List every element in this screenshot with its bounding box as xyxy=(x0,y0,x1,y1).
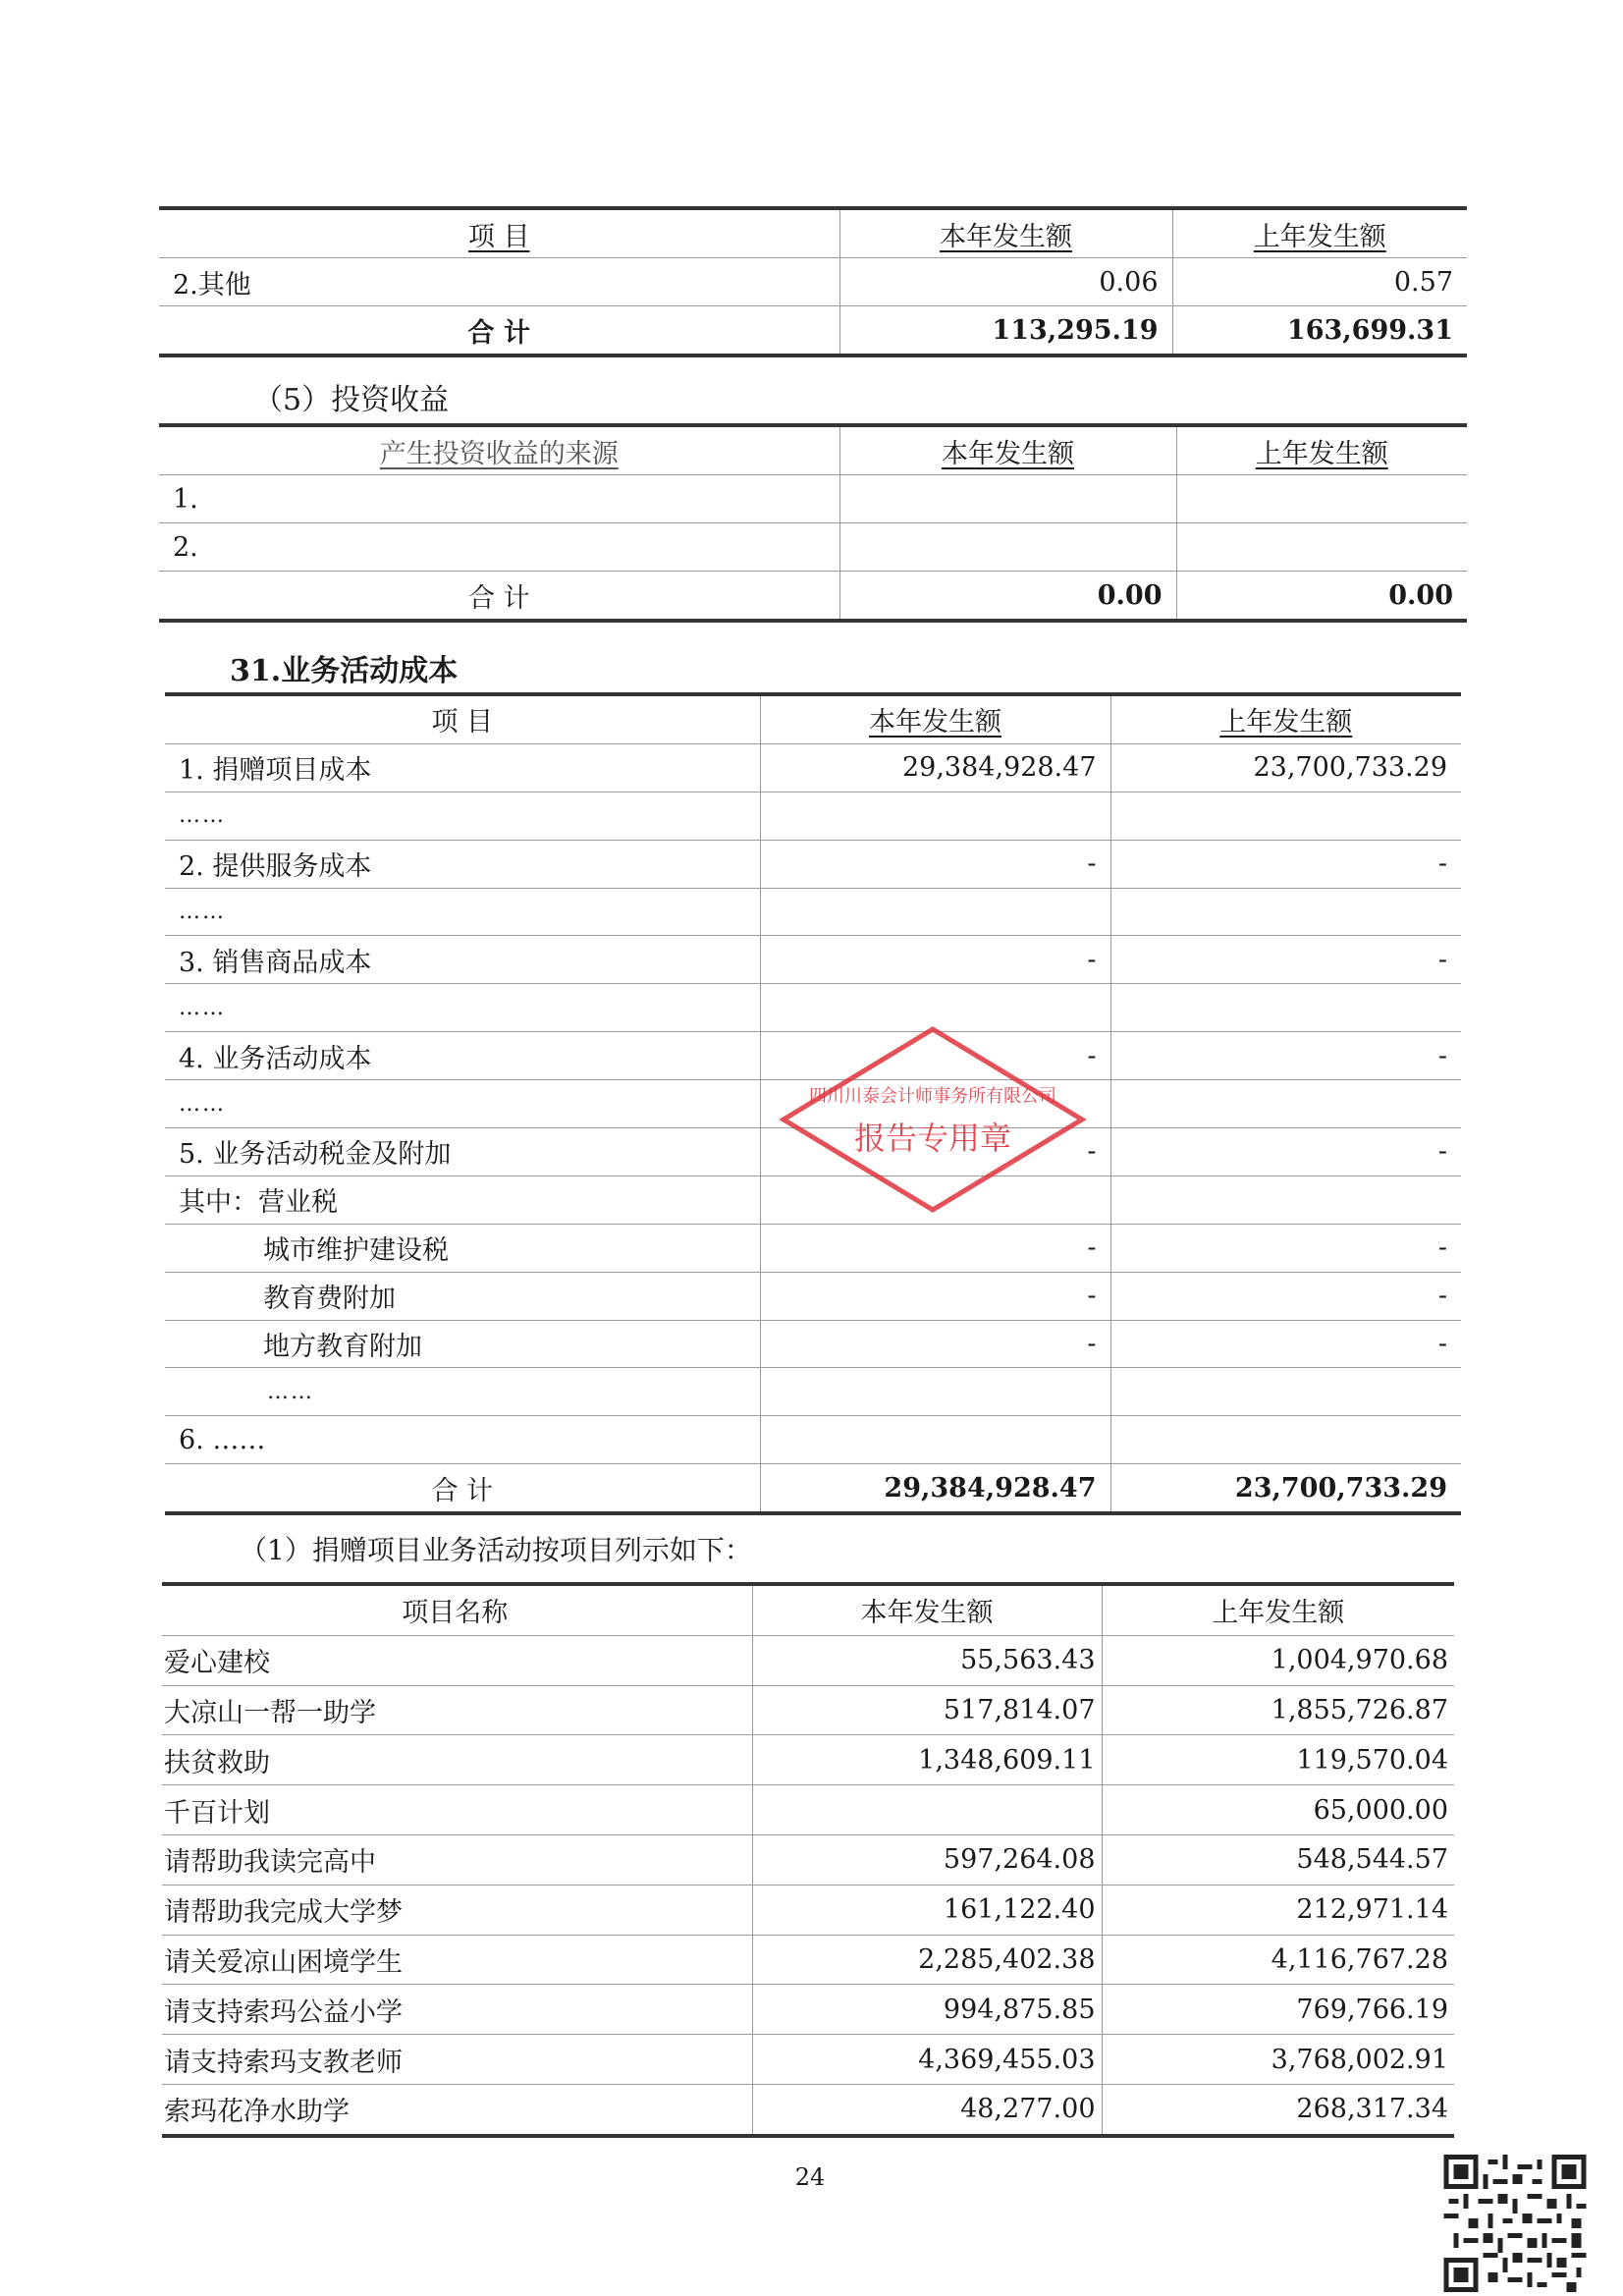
project-prior: 4,116,767.28 xyxy=(1102,1935,1454,1985)
row-prior xyxy=(1110,792,1461,840)
table-row xyxy=(162,1785,1454,1835)
row-prior: - xyxy=(1110,840,1461,888)
table-header-row xyxy=(165,694,1461,743)
project-current: 4,369,455.03 xyxy=(752,2035,1102,2085)
other-income-table xyxy=(159,206,1467,357)
total-prior: 23,700,733.29 xyxy=(1110,1464,1461,1513)
row-prior xyxy=(1110,1416,1461,1464)
row-prior xyxy=(1110,1080,1461,1128)
row-prior xyxy=(1176,475,1467,523)
total-label: 合 计 xyxy=(159,572,839,622)
row-label: 2. 提供服务成本 xyxy=(165,840,760,888)
project-name: 扶贫救助 xyxy=(162,1735,752,1785)
row-prior: - xyxy=(1110,1224,1461,1272)
row-prior: - xyxy=(1110,1272,1461,1320)
table-row xyxy=(165,936,1461,984)
header-prior-year: 上年发生额 xyxy=(1172,208,1467,258)
investment-income-title: （5）投资收益 xyxy=(253,383,450,417)
table-row xyxy=(165,1320,1461,1368)
table-header-row xyxy=(159,425,1467,475)
row-prior xyxy=(1176,523,1467,572)
row-current xyxy=(839,475,1176,523)
total-row xyxy=(159,572,1467,622)
row-current: - xyxy=(760,1032,1110,1080)
seal-border xyxy=(784,1029,1082,1210)
row-current xyxy=(760,1368,1110,1416)
qr-code xyxy=(1443,2155,1587,2292)
project-name: 索玛花净水助学 xyxy=(162,2084,752,2135)
header-item: 项 目 xyxy=(165,694,760,743)
row-label: 3. 销售商品成本 xyxy=(165,936,760,984)
row-current: 29,384,928.47 xyxy=(760,743,1110,792)
project-prior: 268,317.34 xyxy=(1102,2084,1454,2135)
total-prior: 163,699.31 xyxy=(1172,306,1467,356)
row-prior xyxy=(1110,888,1461,936)
row-label: 教育费附加 xyxy=(165,1272,760,1320)
project-name: 大凉山一帮一助学 xyxy=(162,1685,752,1735)
row-current: 0.06 xyxy=(839,258,1172,306)
row-label: 地方教育附加 xyxy=(165,1320,760,1368)
header-prior-year: 上年发生额 xyxy=(1176,425,1467,475)
company-seal-stamp xyxy=(776,1021,1090,1218)
total-label: 合 计 xyxy=(165,1464,760,1513)
table-row xyxy=(162,1935,1454,1985)
table-row xyxy=(162,1685,1454,1735)
donation-projects-table xyxy=(162,1582,1454,2138)
row-label: 2.其他 xyxy=(159,258,839,306)
row-prior xyxy=(1110,1175,1461,1224)
table-row xyxy=(165,840,1461,888)
project-current: 2,285,402.38 xyxy=(752,1935,1102,1985)
project-current xyxy=(752,1785,1102,1835)
project-name: 千百计划 xyxy=(162,1785,752,1835)
table-row xyxy=(165,1416,1461,1464)
project-current: 994,875.85 xyxy=(752,1985,1102,2035)
total-prior: 0.00 xyxy=(1176,572,1467,622)
table-header-row xyxy=(159,208,1467,258)
total-label: 合 计 xyxy=(159,306,839,356)
table-row xyxy=(165,743,1461,792)
row-prior xyxy=(1110,1368,1461,1416)
header-item: 项 目 xyxy=(159,208,839,258)
table-row xyxy=(162,1885,1454,1935)
project-current: 517,814.07 xyxy=(752,1685,1102,1735)
investment-income-table xyxy=(159,423,1467,623)
total-current: 0.00 xyxy=(839,572,1176,622)
project-prior: 1,855,726.87 xyxy=(1102,1685,1454,1735)
table-row xyxy=(165,792,1461,840)
row-prior: - xyxy=(1110,936,1461,984)
table-row xyxy=(165,1224,1461,1272)
header-source: 产生投资收益的来源 xyxy=(159,425,839,475)
table-row xyxy=(159,475,1467,523)
header-current-year: 本年发生额 xyxy=(760,694,1110,743)
total-row xyxy=(159,306,1467,356)
table-row xyxy=(159,258,1467,306)
row-current xyxy=(760,888,1110,936)
row-label: 其中：营业税 xyxy=(165,1175,760,1224)
row-label: 4. 业务活动成本 xyxy=(165,1032,760,1080)
project-prior: 1,004,970.68 xyxy=(1102,1635,1454,1685)
table-row xyxy=(162,1985,1454,2035)
header-project-name: 项目名称 xyxy=(162,1584,752,1635)
project-prior: 65,000.00 xyxy=(1102,1785,1454,1835)
project-current: 48,277.00 xyxy=(752,2084,1102,2135)
row-label: 2. xyxy=(159,523,839,572)
project-current: 161,122.40 xyxy=(752,1885,1102,1935)
table-row xyxy=(165,888,1461,936)
total-current: 113,295.19 xyxy=(839,306,1172,356)
project-name: 请帮助我完成大学梦 xyxy=(162,1885,752,1935)
table-header-row xyxy=(162,1584,1454,1635)
row-label: …… xyxy=(165,792,760,840)
header-prior-year: 上年发生额 xyxy=(1110,694,1461,743)
row-current: - xyxy=(760,936,1110,984)
project-prior: 212,971.14 xyxy=(1102,1885,1454,1935)
project-prior: 3,768,002.91 xyxy=(1102,2035,1454,2085)
row-prior: 23,700,733.29 xyxy=(1110,743,1461,792)
seal-label: 报告专用章 xyxy=(853,1121,1012,1156)
table-row xyxy=(162,1735,1454,1785)
row-label: 1. 捐赠项目成本 xyxy=(165,743,760,792)
project-name: 请支持索玛支教老师 xyxy=(162,2035,752,2085)
project-prior: 769,766.19 xyxy=(1102,1985,1454,2035)
row-label: 5. 业务活动税金及附加 xyxy=(165,1128,760,1176)
header-current-year: 本年发生额 xyxy=(839,208,1172,258)
table-row xyxy=(165,1368,1461,1416)
row-label: 6. …… xyxy=(165,1416,760,1464)
project-prior: 119,570.04 xyxy=(1102,1735,1454,1785)
header-prior-year: 上年发生额 xyxy=(1102,1584,1454,1635)
page-number: 24 xyxy=(794,2163,826,2191)
total-current: 29,384,928.47 xyxy=(760,1464,1110,1513)
table-row xyxy=(165,1272,1461,1320)
table-row xyxy=(162,1834,1454,1885)
project-current: 597,264.08 xyxy=(752,1834,1102,1885)
project-name: 请支持索玛公益小学 xyxy=(162,1985,752,2035)
row-prior: - xyxy=(1110,1128,1461,1176)
row-current: - xyxy=(760,1320,1110,1368)
donation-projects-title: （1）捐赠项目业务活动按项目列示如下： xyxy=(240,1534,752,1566)
project-current: 55,563.43 xyxy=(752,1635,1102,1685)
row-label: …… xyxy=(165,888,760,936)
row-prior: - xyxy=(1110,1320,1461,1368)
row-current: - xyxy=(760,1272,1110,1320)
row-label: …… xyxy=(165,1368,760,1416)
table-row xyxy=(162,2084,1454,2135)
business-cost-title: 31.业务活动成本 xyxy=(230,654,459,688)
project-current: 1,348,609.11 xyxy=(752,1735,1102,1785)
table-row xyxy=(162,1635,1454,1685)
row-prior: - xyxy=(1110,1032,1461,1080)
project-name: 爱心建校 xyxy=(162,1635,752,1685)
table-row xyxy=(162,2035,1454,2085)
project-name: 请关爱凉山困境学生 xyxy=(162,1935,752,1985)
row-label: …… xyxy=(165,1080,760,1128)
seal-org-name: 四川川泰会计师事务所有限公司 xyxy=(809,1086,1056,1106)
row-label: 城市维护建设税 xyxy=(165,1224,760,1272)
header-current-year: 本年发生额 xyxy=(839,425,1176,475)
total-row xyxy=(165,1464,1461,1513)
row-current: - xyxy=(760,1128,1110,1176)
row-current xyxy=(839,523,1176,572)
table-row xyxy=(159,523,1467,572)
row-label: 1. xyxy=(159,475,839,523)
row-label: …… xyxy=(165,984,760,1032)
project-prior: 548,544.57 xyxy=(1102,1834,1454,1885)
row-current: - xyxy=(760,1224,1110,1272)
project-name: 请帮助我读完高中 xyxy=(162,1834,752,1885)
row-current: - xyxy=(760,840,1110,888)
header-current-year: 本年发生额 xyxy=(752,1584,1102,1635)
row-prior xyxy=(1110,984,1461,1032)
row-prior: 0.57 xyxy=(1172,258,1467,306)
row-current xyxy=(760,792,1110,840)
row-current xyxy=(760,1416,1110,1464)
